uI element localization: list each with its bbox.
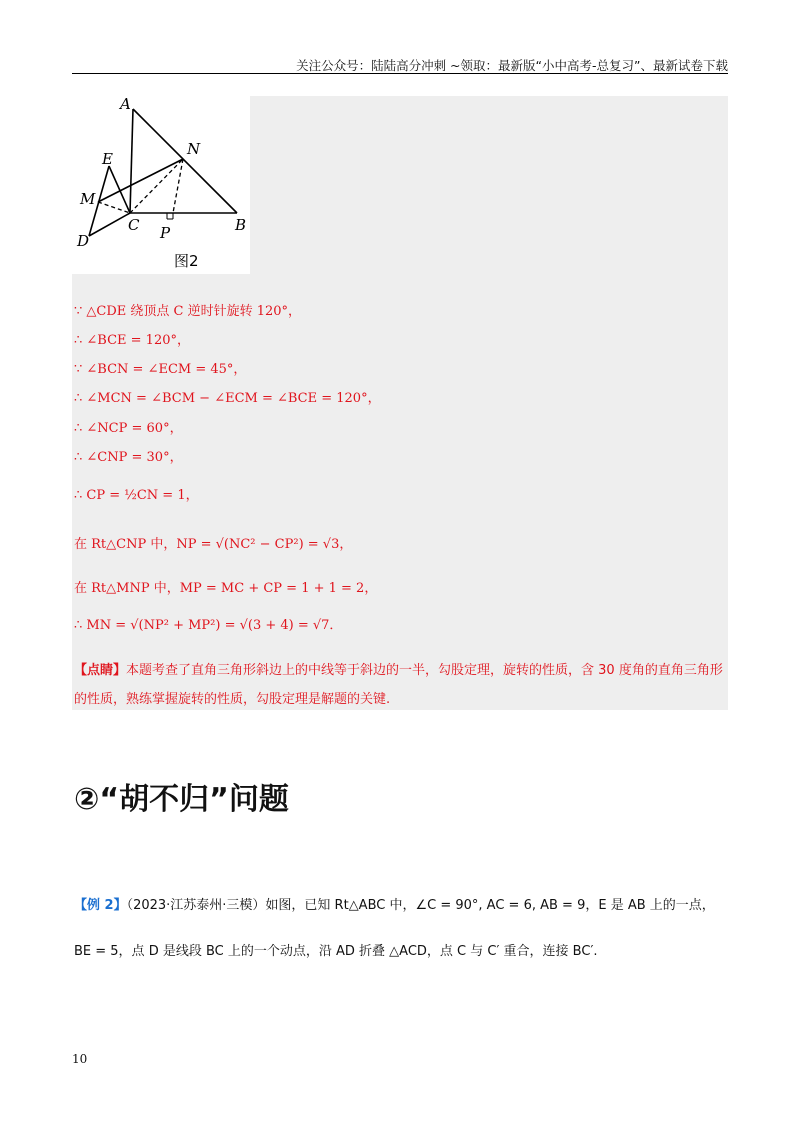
label-P: P (160, 224, 171, 242)
section-title: ②“胡不归”问题 (74, 782, 289, 817)
solution-line-7: ∴ CP = ½CN = 1， (74, 488, 199, 503)
figure-2-svg (72, 96, 250, 274)
key-point-text: 本题考查了直角三角形斜边上的中线等于斜边的一半，勾股定理，旋转的性质，含 30 度角的直角三角形的性质，熟练掌握旋转的性质，勾股定理是解题的关键. (74, 663, 723, 707)
page-number: 10 (72, 1052, 88, 1066)
segment-AB (133, 109, 237, 213)
segment-EC (109, 166, 130, 213)
label-M: M (80, 190, 96, 208)
solution-line-3: ∵ ∠BCN = ∠ECM = 45°， (74, 362, 247, 377)
label-C: C (128, 216, 140, 234)
figure-caption: 图2 (174, 252, 199, 270)
geometry-figure (72, 96, 250, 274)
solution-line-10: ∴ MN = √(NP² + MP²) = √(3 + 4) = √7． (74, 618, 343, 633)
label-B: B (235, 216, 247, 234)
solution-line-6: ∴ ∠CNP = 30°， (74, 450, 183, 465)
example-tag: 【例 2】 (74, 898, 127, 913)
solution-line-8: 在 Rt△CNP 中，NP = √(NC² − CP²) = √3， (74, 537, 353, 552)
page-header: 关注公众号：陆陆高分冲刺 ~领取：最新版“小中高考-总复习”、最新试卷下载 (296, 58, 728, 73)
solution-line-1: ∵ △CDE 绕顶点 C 逆时针旋转 120°， (74, 304, 302, 319)
label-A: A (120, 96, 131, 113)
problem-line-2: BE = 5，点 D 是线段 BC 上的一个动点，沿 AD 折叠 △ACD，点 C 与 C′ 重合，连接 BC′. (74, 944, 598, 959)
solution-line-4: ∴ ∠MCN = ∠BCM − ∠ECM = ∠BCE = 120°， (74, 391, 381, 406)
solution-line-5: ∴ ∠NCP = 60°， (74, 421, 183, 436)
key-point-tag: 【点睛】 (74, 663, 127, 678)
header-rule (72, 73, 728, 74)
problem-text-1: （2023·江苏泰州·三模）如图，已知 Rt△ABC 中，∠C = 90°, AC = 6, AB = 9，E 是 AB 上的一点， (126, 898, 715, 913)
problem-line-1 (74, 894, 715, 913)
segment-AC (130, 109, 133, 213)
solution-line-2: ∴ ∠BCE = 120°， (74, 333, 190, 348)
dashed-CN (130, 159, 183, 213)
solution-line-9: 在 Rt△MNP 中，MP = MC + CP = 1 + 1 = 2， (74, 581, 378, 596)
key-point-note (74, 656, 728, 714)
label-N: N (187, 140, 201, 158)
label-E: E (102, 150, 113, 168)
label-D: D (77, 232, 90, 250)
